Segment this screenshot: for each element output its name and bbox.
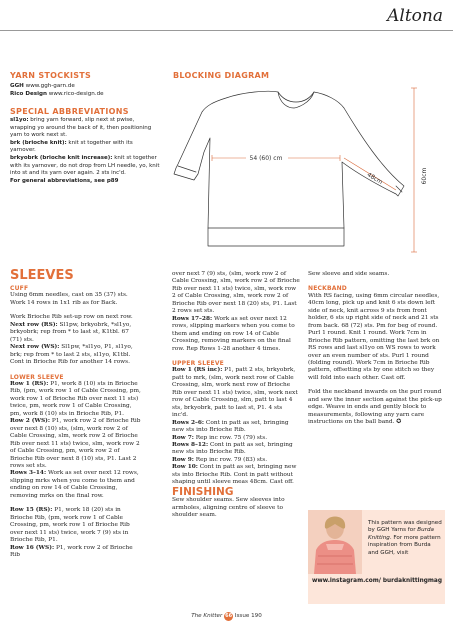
row-text: Rep inc row. 79 (83) sts. [193,456,268,463]
abbreviation-item: sl1yo: bring yarn forward, slip next st pwise, wrapping yo around the back of it, then positioning yarn to work next st. [10,117,152,139]
stockist-line: GGH www.ggh-garn.de [10,83,75,89]
header-rule [0,30,453,31]
instruction-row [172,420,300,435]
instruction-row [172,316,300,353]
issue-number: Issue 190 [234,613,262,619]
instruction-row [10,418,141,470]
blocking-diagram [168,82,446,262]
paragraph-gap [308,278,444,285]
row-text: P1, patt 2 sts, brkyobrk, patt to mrk, (slm, work next row of Cable Crossing, slm, work next row of Brioche Rib over next 11 sts) twice, slm, work next row of Cable Crossing, slm, patt to last 4 sts, brkyobrk, patt to last st, P1. 4 sts inc'd. [172,367,298,419]
special-abbreviations-heading: SPECIAL ABBREVIATIONS [10,107,129,116]
instruction-row [172,442,300,457]
instruction-row [172,367,300,419]
row-label: Rows 8–12: [172,441,209,448]
paragraph-gap [308,382,444,389]
width-label: 54 (60) cm [249,155,283,162]
row-label: Next row (RS): [10,321,58,328]
sleeve-length-label: 48cm [365,171,384,187]
subheading: NECKBAND [308,285,347,293]
paragraph: With RS facing, using 6mm circular needles, 40cm long, pick up and knit 6 sts down left side of neck, knit across 9 sts from front holder, 6 sts up right side of neck and 21 sts from back. 68 (72) sts. Pm for beg of round. Purl 1 round. Knit 1 round. Work 7cm in Brioche Rib pattern, omitting the last brk on RS rows and last sl1yo on WS rows to work over an even number of sts. Purl 1 round (folding round). Work 7cm in Brioche Rib pattern, offsetting sts by one stitch so they will fold into each other. Cast off. [308,292,440,381]
finishing-heading: FINISHING [172,485,234,498]
page-number: 66 [225,613,233,619]
row-text: P1, work row 2 of Brioche Rib over next 8 (10) sts, (slm, work row 2 of Cable Crossing, slm, work row 2 of Brioche Rib over next 11 sts) twice, slm, work row 2 of Cable Crossing, pm, work row 2 of Brioche Rib over next 8 (10) sts, P1. Last 2 rows set sts. [10,418,141,469]
paragraph: Sew sleeve and side seams. [308,271,390,277]
row-label: Next row (WS): [10,344,60,351]
paragraph-gap [172,353,300,360]
row-label: Rows 2–6: [172,419,205,426]
instruction-row [10,322,141,344]
sleeves-column-3 [308,271,444,427]
abbreviations-list [10,117,160,185]
instruction-row [172,457,300,464]
paragraph: over next 7 (9) sts, (slm, work row 2 of Cable Crossing, slm, work row 2 of Brioche Rib over next 11 sts) twice, slm, work row 2 of Cable Crossing, slm, work row 2 of Brioche Rib over next 18 (20) sts, P1. Last 2 rows set sts. [172,271,300,315]
row-text: Work as set over next 12 rows, slipping mrks when you come to them and ending on row 14 of Cable Crossing, removing mrks on the final row. [10,470,139,499]
instruction-row [10,344,141,366]
row-label: Row 7: [172,434,194,441]
cuff-rib-right [396,186,402,192]
row-text: Cont in patt as set, bringing new sts into Brioche Rib. Cont in patt without shaping until sleeve meas 48cm. Cast off. [172,464,297,486]
row-text: Rep inc row. 75 (79) sts. [193,434,268,441]
paragraph: Using 6mm needles, cast on 35 (37) sts. Work 14 rows in 1x1 rib as for Back. [10,292,128,306]
row-label: Row 10: [172,464,198,471]
instruction-row [10,381,141,418]
abbreviation-item: brkyobrk (brioche knit increase): knit st together with its yarnover, do not drop from LH needle, yo, knit into st and its yarn over again. 2 sts inc'd. [10,154,160,177]
row-text: Cont in patt as set, bringing new sts into Brioche Rib. [172,441,293,456]
instruction-row [172,435,300,442]
cuff-rib-left [178,166,196,172]
sleeves-heading: SLEEVES [10,268,74,283]
row-label: Row 1 (RS inc): [172,367,223,374]
instagram-link[interactable]: www.instagram.com/ burdaknittingmag [312,578,442,584]
height-label: 60cm [421,167,428,185]
row-label: Rows 3–14: [10,470,47,477]
blocking-diagram-heading: BLOCKING DIAGRAM [173,71,270,80]
page-footer [0,612,453,621]
row-text: P1, work 8 (10) sts in Brioche Rib, (pm, work row 1 of Cable Crossing, pm, work row 1 of Brioche Rib over next 11 sts) twice, pm, work row 1 of Cable Crossing, pm, work 8 (10) sts in Brioche Rib, P1. [10,380,141,417]
sleeves-column-2 [172,271,300,520]
row-label: Rows 17–28: [172,315,213,322]
instruction-row [10,507,141,544]
instruction-row [10,545,141,560]
promo-text: This pattern was designed by GGH Yarns for Burda Knitting. For more pattern inspiration from Burda and GGH, visit [368,520,442,556]
row-text: Sl1pw, *sl1yo, P1, sl1yo, brk; rep from * to last 2 sts, sl1yo, K1tbl. Cont in Brioche Rib for another 14 rows. [10,344,133,366]
paragraph-gap [10,367,141,374]
model-photo [308,510,362,574]
paragraph: Fold the neckband inwards on the purl round and sew the inner section against the pick-up edge. Weave in ends and gently block to measurements, following any yarn care instructions on the ball band. ✪ [308,389,442,426]
row-text: Cont in patt as set, bringing new sts into Brioche Rib. [172,419,289,434]
row-text: Work as set over next 12 rows, slipping markers when you come to them and ending on row 14 of Cable Crossing, removing markers on the final row. Rep Rows 1-28 another 4 times. [172,315,295,352]
magazine-name: The Knitter [191,613,223,619]
abbreviation-item: brk (brioche knit): knit st together with its yarnover. [10,139,133,154]
abbreviations-note: For general abbreviations, see p89 [10,177,119,184]
row-label: Row 2 (WS): [10,418,51,425]
subheading: CUFF [10,285,29,292]
paragraph-gap [10,307,141,314]
row-label: Row 1 (RS): [10,380,49,387]
row-text: P1, work 18 (20) sts in Brioche Rib, (pm, work row 1 of Cable Crossing, pm, work row 1 of Brioche Rib over next 11 sts) twice, work 7 (9) sts in Brioche Rib, P1. [10,507,130,544]
row-label: Row 9: [172,456,194,463]
instruction-row [10,470,141,500]
instruction-row [172,464,300,486]
stockist-line: Rico Design www.rico-design.de [10,91,104,98]
paragraph: Work Brioche Rib set-up row on next row. [10,314,133,321]
sleeves-column-1 [10,285,141,559]
row-label: Row 15 (RS): [10,507,53,514]
yarn-stockists-list [10,82,104,98]
paragraph: Sew shoulder seams. Sew sleeves into armholes, aligning centre of sleeve to shoulder seam. [172,497,285,519]
yarn-stockists-heading: YARN STOCKISTS [10,71,92,80]
row-label: Row 16 (WS): [10,544,55,551]
row-text: P1, work row 2 of Brioche Rib [10,544,133,558]
sweater-outline [174,91,404,246]
page-title: Altona [387,6,443,26]
row-text: Sl1pw, brkyobrk, *sl1yo, brkyobrk; rep from * to last st, K1tbl. 67 (71) sts. [10,321,132,343]
subheading: UPPER SLEEVE [172,359,224,367]
subheading: LOWER SLEEVE [10,373,64,381]
designer-promo-box [308,510,445,604]
